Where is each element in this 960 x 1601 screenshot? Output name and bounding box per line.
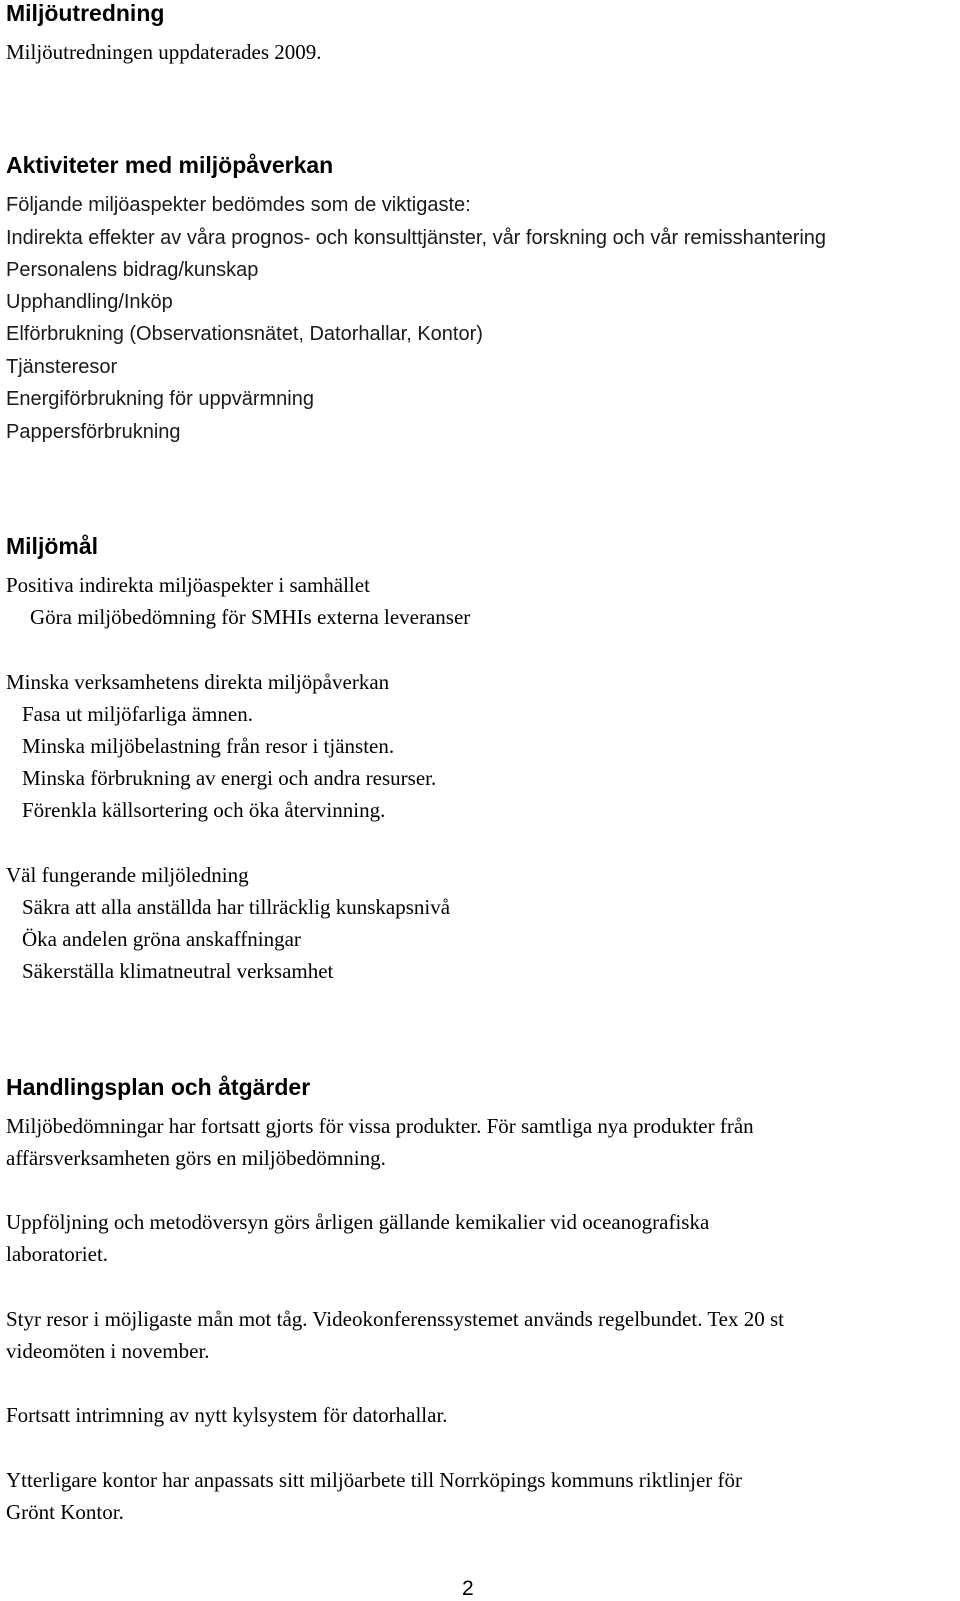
aktivitet-item: Indirekta effekter av våra prognos- och konsulttjänster, vår forskning och vår remisshantering	[6, 227, 827, 249]
handlingsplan-paragraph-line: Miljöbedömningar har fortsatt gjorts för vissa produkter. För samtliga nya produkter från	[6, 1114, 754, 1138]
aktivitet-item: Tjänsteresor	[6, 356, 118, 378]
miljomal-group-item: Öka andelen gröna anskaffningar	[22, 927, 301, 951]
heading-handlingsplan: Handlingsplan och åtgärder	[6, 1074, 311, 1100]
miljomal-group-item: Minska förbrukning av energi och andra resurser.	[22, 766, 437, 790]
handlingsplan-paragraph-line: Styr resor i möjligaste mån mot tåg. Videokonferenssystemet används regelbundet. Tex 20 st	[6, 1307, 785, 1331]
aktivitet-item: Energiförbrukning för uppvärmning	[6, 388, 314, 410]
handlingsplan-paragraph-line: videomöten i november.	[6, 1339, 210, 1363]
aktivitet-item: Upphandling/Inköp	[6, 291, 173, 313]
miljomal-group-title: Väl fungerande miljöledning	[6, 863, 249, 887]
miljomal-group-item: Minska miljöbelastning från resor i tjänsten.	[22, 734, 395, 758]
handlingsplan-paragraph-line: Ytterligare kontor har anpassats sitt miljöarbete till Norrköpings kommuns riktlinjer för	[6, 1468, 743, 1492]
miljomal-group-title: Positiva indirekta miljöaspekter i samhället	[6, 573, 370, 597]
miljoutredning-text: Miljöutredningen uppdaterades 2009.	[6, 40, 322, 64]
heading-aktiviteter: Aktiviteter med miljöpåverkan	[6, 152, 334, 178]
miljomal-group-title: Minska verksamhetens direkta miljöpåverkan	[6, 670, 390, 694]
aktivitet-item: Pappersförbrukning	[6, 421, 181, 443]
aktiviteter-intro: Följande miljöaspekter bedömdes som de viktigaste:	[6, 194, 471, 216]
page-number: 2	[462, 1577, 474, 1600]
miljomal-group-item: Säkerställa klimatneutral verksamhet	[22, 959, 334, 983]
handlingsplan-paragraph-line: affärsverksamheten görs en miljöbedömning.	[6, 1146, 386, 1170]
heading-miljoutredning: Miljöutredning	[6, 0, 165, 26]
handlingsplan-paragraph-line: Grönt Kontor.	[6, 1500, 124, 1524]
miljomal-group-item: Säkra att alla anställda har tillräcklig kunskapsnivå	[22, 895, 451, 919]
handlingsplan-paragraph-line: Uppföljning och metodöversyn görs årligen gällande kemikalier vid oceanografiska	[6, 1210, 710, 1234]
handlingsplan-paragraph-line: Fortsatt intrimning av nytt kylsystem för datorhallar.	[6, 1403, 448, 1427]
heading-miljomal: Miljömål	[6, 533, 99, 559]
aktivitet-item: Personalens bidrag/kunskap	[6, 259, 259, 281]
miljomal-group-item: Göra miljöbedömning för SMHIs externa leveranser	[30, 605, 471, 629]
miljomal-group-item: Fasa ut miljöfarliga ämnen.	[22, 702, 253, 726]
handlingsplan-paragraph-line: laboratoriet.	[6, 1242, 109, 1266]
aktivitet-item: Elförbrukning (Observationsnätet, Datorhallar, Kontor)	[6, 323, 483, 345]
miljomal-group-item: Förenkla källsortering och öka återvinning.	[22, 798, 386, 822]
